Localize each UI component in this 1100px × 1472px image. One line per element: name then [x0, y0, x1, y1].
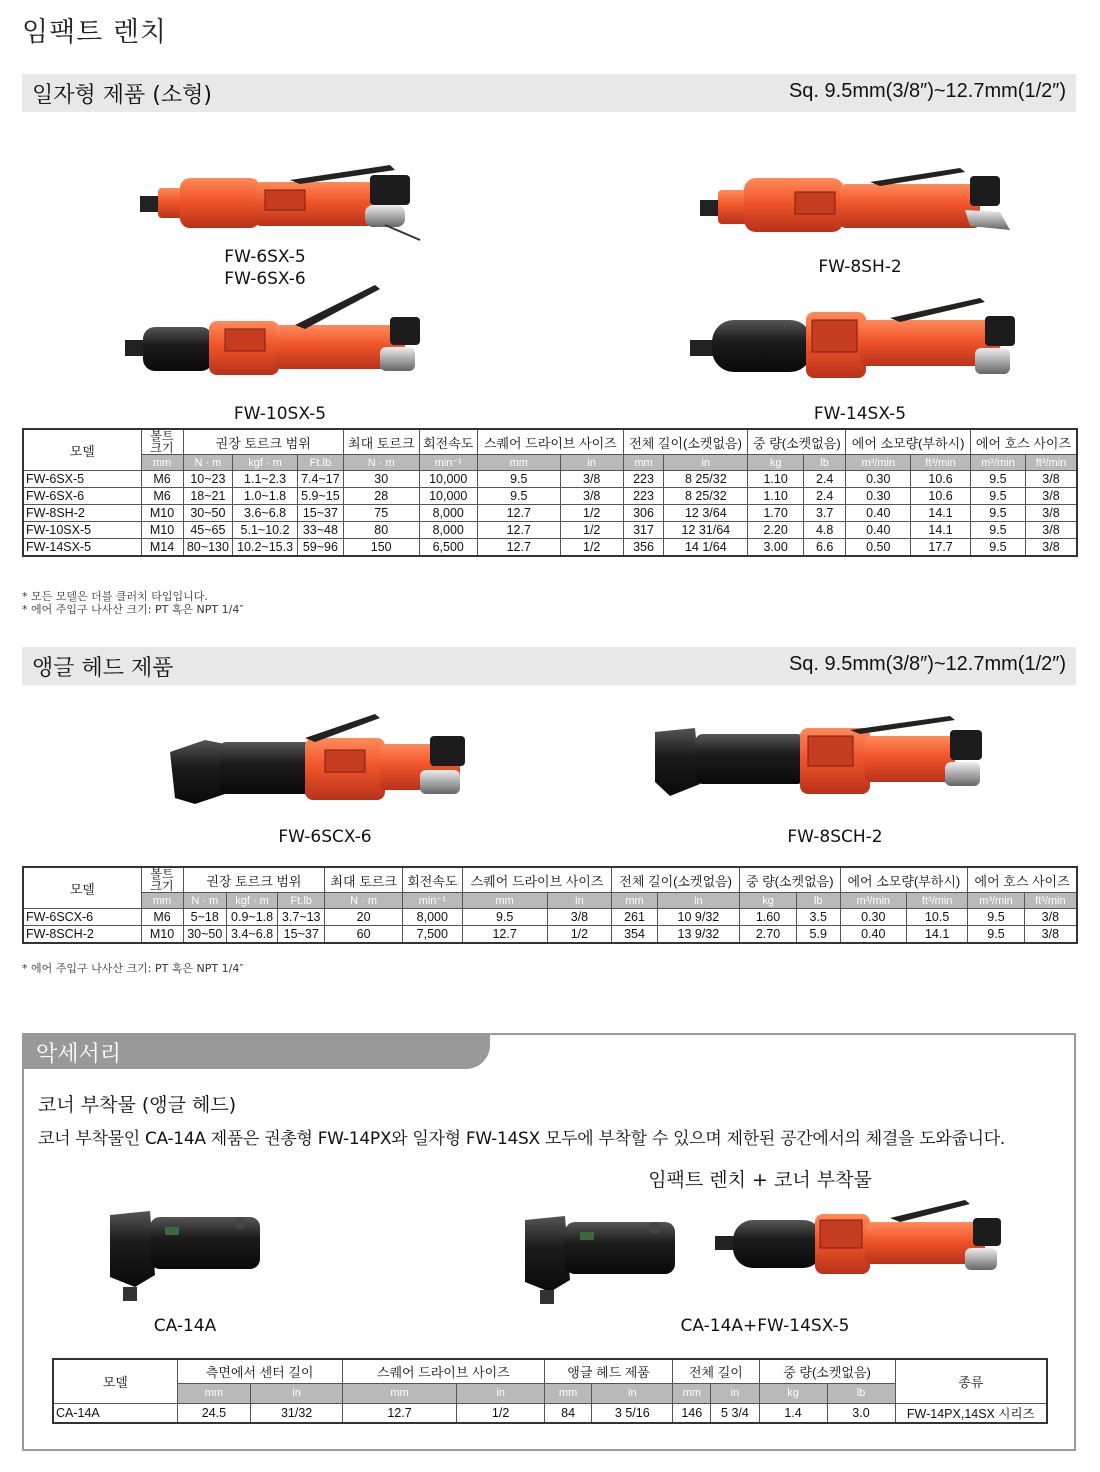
value-cell: 31/32 — [251, 1403, 342, 1423]
value-cell: 10.6 — [911, 471, 971, 488]
value-cell: 223 — [623, 471, 663, 488]
value-cell: 306 — [623, 505, 663, 522]
accessory-subtitle: 코너 부착물 (앵글 헤드) — [38, 1094, 237, 1116]
th-model: 모델 — [23, 429, 141, 471]
value-cell: 3.7 — [803, 505, 845, 522]
caption-fw-6sx-6: FW-6SX-6 — [224, 269, 306, 289]
section-spec: Sq. 9.5mm(3/8″)~12.7mm(1/2″) — [788, 653, 1066, 675]
th-air: 에어 소모량(부하시) — [840, 867, 968, 893]
th-weight: 중 량(소켓없음) — [740, 867, 840, 893]
section-bar-straight — [22, 74, 1076, 112]
value-cell: M6 — [141, 488, 183, 505]
value-cell: 3.7~13 — [278, 909, 325, 926]
spec-table-angle — [22, 866, 1078, 944]
note-list-1 — [22, 590, 243, 616]
value-cell: 4.8 — [803, 522, 845, 539]
th-angle: 앵글 헤드 제품 — [544, 1359, 672, 1384]
value-cell: 3/8 — [1024, 926, 1077, 943]
th-hose: 에어 호스 사이즈 — [970, 429, 1077, 455]
value-cell: 14.1 — [906, 926, 967, 943]
value-cell: M6 — [141, 909, 183, 926]
unit-cell: lb — [797, 893, 841, 909]
value-cell: 0.30 — [846, 471, 911, 488]
section-spec: Sq. 9.5mm(3/8″)~12.7mm(1/2″) — [788, 80, 1066, 102]
value-cell: 12 31/64 — [664, 522, 748, 539]
caption-ca-14a: CA-14A — [153, 1316, 217, 1336]
value-cell: 3/8 — [1025, 522, 1077, 539]
value-cell: 12 3/64 — [664, 505, 748, 522]
model-cell: FW-8SH-2 — [23, 505, 141, 522]
value-cell: 317 — [623, 522, 663, 539]
value-cell: 9.5 — [970, 488, 1025, 505]
unit-cell: kg — [740, 893, 797, 909]
value-cell: 146 — [673, 1403, 711, 1423]
unit-cell: m³/min — [840, 893, 906, 909]
combo-title: 임팩트 렌치 + 코너 부착물 — [648, 1169, 872, 1191]
page-title: 임팩트 렌치 — [22, 17, 167, 48]
th-speed: 회전속도 — [402, 867, 462, 893]
th-square: 스퀘어 드라이브 사이즈 — [477, 429, 623, 455]
model-cell: CA-14A — [53, 1403, 177, 1423]
th-length: 전체 길이(소켓없음) — [623, 429, 748, 455]
table-row — [53, 1403, 1047, 1423]
table-row — [23, 909, 1077, 926]
value-cell: 33~48 — [297, 522, 343, 539]
value-cell: 12.7 — [462, 926, 547, 943]
th-hose: 에어 호스 사이즈 — [968, 867, 1077, 893]
value-cell: 150 — [343, 539, 419, 556]
unit-cell: ft³/min — [911, 455, 971, 471]
note: * 에어 주입구 나사산 크기: PT 혹은 NPT 1/4″ — [22, 962, 244, 975]
value-cell: 10,000 — [419, 471, 477, 488]
value-cell: 20 — [325, 909, 402, 926]
value-cell: 15~37 — [278, 926, 325, 943]
caption-fw-6scx-6: FW-6SCX-6 — [278, 827, 372, 847]
value-cell: 8,000 — [419, 505, 477, 522]
value-cell: M10 — [141, 505, 183, 522]
unit-cell: ft³/min — [1024, 893, 1077, 909]
section-title: 앵글 헤드 제품 — [32, 656, 174, 681]
th-kind: 종류 — [895, 1359, 1047, 1403]
unit-cell: m³/min — [970, 455, 1025, 471]
unit-cell: kg — [759, 1384, 827, 1403]
value-cell: 0.40 — [846, 505, 911, 522]
section-title: 일자형 제품 (소형) — [32, 83, 212, 108]
value-cell: 6,500 — [419, 539, 477, 556]
unit-cell: in — [657, 893, 739, 909]
value-cell: 3/8 — [1025, 488, 1077, 505]
unit-cell: N · m — [183, 455, 233, 471]
unit-cell: in — [711, 1384, 759, 1403]
value-cell: 0.50 — [846, 539, 911, 556]
value-cell: 60 — [325, 926, 402, 943]
value-cell: 13 9/32 — [657, 926, 739, 943]
value-cell: 8,000 — [402, 909, 462, 926]
value-cell: FW-14PX,14SX 시리즈 — [895, 1403, 1047, 1423]
value-cell: 14.1 — [911, 505, 971, 522]
value-cell: 9.5 — [477, 471, 560, 488]
fw-10sx-tool-image — [125, 285, 430, 385]
combo-fw-14sx-image — [715, 1200, 1015, 1290]
value-cell: 1/2 — [560, 522, 623, 539]
value-cell: 28 — [343, 488, 419, 505]
value-cell: 75 — [343, 505, 419, 522]
value-cell: 1.1~2.3 — [233, 471, 298, 488]
value-cell: 1/2 — [457, 1403, 544, 1423]
unit-cell: ft³/min — [906, 893, 967, 909]
th-torque: 권장 토르크 범위 — [183, 429, 343, 455]
caption-fw-6sx-5: FW-6SX-5 — [224, 247, 306, 267]
unit-cell: min⁻¹ — [419, 455, 477, 471]
value-cell: 3/8 — [560, 488, 623, 505]
value-cell: 12.7 — [477, 505, 560, 522]
value-cell: 14 1/64 — [664, 539, 748, 556]
unit-cell: mm — [544, 1384, 591, 1403]
value-cell: 9.5 — [970, 522, 1025, 539]
unit-cell: Ft.lb — [278, 893, 325, 909]
accessory-tab-label: 악세서리 — [36, 1042, 122, 1067]
value-cell: 0.40 — [840, 926, 906, 943]
value-cell: 3/8 — [1025, 505, 1077, 522]
value-cell: 15~37 — [297, 505, 343, 522]
fw-6sx-tool-image — [140, 150, 430, 245]
value-cell: 261 — [612, 909, 658, 926]
unit-cell: mm — [141, 455, 183, 471]
table-row — [23, 471, 1077, 488]
unit-cell: kgf · m — [227, 893, 278, 909]
fw-14sx-tool-image — [690, 290, 1030, 390]
value-cell: 8 25/32 — [664, 471, 748, 488]
value-cell: 10.5 — [906, 909, 967, 926]
th-max-torque: 최대 토르크 — [343, 429, 419, 455]
value-cell: 3/8 — [1025, 539, 1077, 556]
value-cell: 24.5 — [177, 1403, 251, 1423]
value-cell: 3.0 — [827, 1403, 895, 1423]
unit-cell: mm — [342, 1384, 457, 1403]
value-cell: 2.20 — [748, 522, 804, 539]
unit-cell: mm — [673, 1384, 711, 1403]
value-cell: 0.30 — [840, 909, 906, 926]
model-cell: FW-14SX-5 — [23, 539, 141, 556]
value-cell: 80 — [343, 522, 419, 539]
value-cell: 84 — [544, 1403, 591, 1423]
value-cell: 1/2 — [560, 505, 623, 522]
value-cell: 3/8 — [1024, 909, 1077, 926]
th-length: 전체 길이(소켓없음) — [612, 867, 740, 893]
unit-cell: min⁻¹ — [402, 893, 462, 909]
value-cell: 7.4~17 — [297, 471, 343, 488]
value-cell: M6 — [141, 471, 183, 488]
value-cell: 3.00 — [748, 539, 804, 556]
unit-cell: mm — [612, 893, 658, 909]
note-list-2 — [22, 962, 243, 975]
value-cell: 9.5 — [477, 488, 560, 505]
unit-cell: in — [547, 893, 612, 909]
value-cell: 10.2~15.3 — [233, 539, 298, 556]
value-cell: 3.6~6.8 — [233, 505, 298, 522]
th-square: 스퀘어 드라이브 사이즈 — [342, 1359, 544, 1384]
value-cell: 0.9~1.8 — [227, 909, 278, 926]
unit-cell: N · m — [183, 893, 227, 909]
value-cell: 9.5 — [968, 909, 1024, 926]
value-cell: 1.10 — [748, 488, 804, 505]
unit-cell: mm — [462, 893, 547, 909]
spec-table-accessory — [52, 1358, 1048, 1424]
model-cell: FW-8SCH-2 — [23, 926, 141, 943]
value-cell: 5 3/4 — [711, 1403, 759, 1423]
value-cell: 10,000 — [419, 488, 477, 505]
unit-cell: lb — [827, 1384, 895, 1403]
value-cell: 1.60 — [740, 909, 797, 926]
fw-6scx-tool-image — [165, 712, 485, 812]
combo-ca-14a-image — [520, 1210, 680, 1310]
model-cell: FW-6SX-6 — [23, 488, 141, 505]
th-side: 측면에서 센터 길이 — [177, 1359, 342, 1384]
caption-fw-8sh-2: FW-8SH-2 — [818, 257, 902, 277]
value-cell: 12.7 — [477, 539, 560, 556]
unit-cell: mm — [141, 893, 183, 909]
value-cell: 9.5 — [970, 505, 1025, 522]
value-cell: 3/8 — [1025, 471, 1077, 488]
unit-cell: mm — [623, 455, 663, 471]
th-weight: 중 량(소켓없음) — [759, 1359, 895, 1384]
unit-cell: ft³/min — [1025, 455, 1077, 471]
value-cell: 8,000 — [419, 522, 477, 539]
value-cell: 0.40 — [846, 522, 911, 539]
table-row — [23, 488, 1077, 505]
fw-8sch-tool-image — [650, 712, 1000, 812]
th-bolt: 볼트 크기 — [141, 867, 183, 893]
value-cell: 9.5 — [968, 926, 1024, 943]
accessory-description: 코너 부착물인 CA-14A 제품은 권총형 FW-14PX와 일자형 FW-14SX 모두에 부착할 수 있으며 제한된 공간에서의 체결을 도와줍니다. — [38, 1129, 1005, 1149]
value-cell: 223 — [623, 488, 663, 505]
unit-cell: mm — [177, 1384, 251, 1403]
note: * 에어 주입구 나사산 크기: PT 혹은 NPT 1/4″ — [22, 603, 244, 616]
caption-fw-14sx-5: FW-14SX-5 — [813, 404, 907, 424]
value-cell: 17.7 — [911, 539, 971, 556]
th-torque: 권장 토르크 범위 — [183, 867, 325, 893]
value-cell: M14 — [141, 539, 183, 556]
accessory-tab — [22, 1033, 490, 1069]
th-model: 모델 — [53, 1359, 177, 1403]
value-cell: 80~130 — [183, 539, 233, 556]
unit-cell: Ft.lb — [297, 455, 343, 471]
value-cell: 30 — [343, 471, 419, 488]
value-cell: 1/2 — [560, 539, 623, 556]
caption-fw-10sx-5: FW-10SX-5 — [233, 404, 327, 424]
th-model: 모델 — [23, 867, 141, 909]
value-cell: 18~21 — [183, 488, 233, 505]
th-speed: 회전속도 — [419, 429, 477, 455]
fw-8sh-tool-image — [700, 150, 1020, 245]
unit-cell: in — [457, 1384, 544, 1403]
value-cell: 5~18 — [183, 909, 227, 926]
unit-cell: in — [560, 455, 623, 471]
value-cell: 14.1 — [911, 522, 971, 539]
value-cell: 45~65 — [183, 522, 233, 539]
value-cell: 2.70 — [740, 926, 797, 943]
value-cell: 6.6 — [803, 539, 845, 556]
th-weight: 중 량(소켓없음) — [748, 429, 846, 455]
table-row — [23, 522, 1077, 539]
unit-cell: lb — [803, 455, 845, 471]
spec-table-straight — [22, 428, 1078, 557]
value-cell: M10 — [141, 522, 183, 539]
th-air: 에어 소모량(부하시) — [846, 429, 971, 455]
value-cell: 5.9~15 — [297, 488, 343, 505]
value-cell: 3.4~6.8 — [227, 926, 278, 943]
value-cell: 5.1~10.2 — [233, 522, 298, 539]
value-cell: 3/8 — [547, 909, 612, 926]
value-cell: 10 9/32 — [657, 909, 739, 926]
value-cell: 3.5 — [797, 909, 841, 926]
table-row — [23, 926, 1077, 943]
unit-cell: mm — [477, 455, 560, 471]
value-cell: 1/2 — [547, 926, 612, 943]
model-cell: FW-10SX-5 — [23, 522, 141, 539]
caption-fw-6sx — [200, 246, 330, 290]
value-cell: 12.7 — [342, 1403, 457, 1423]
table-row — [23, 505, 1077, 522]
th-bolt: 볼트 크기 — [141, 429, 183, 455]
model-cell: FW-6SX-5 — [23, 471, 141, 488]
value-cell: 5.9 — [797, 926, 841, 943]
unit-cell: kg — [748, 455, 804, 471]
value-cell: 59~96 — [297, 539, 343, 556]
value-cell: 3 5/16 — [592, 1403, 673, 1423]
value-cell: 9.5 — [970, 471, 1025, 488]
value-cell: 30~50 — [183, 505, 233, 522]
caption-fw-8sch-2: FW-8SCH-2 — [787, 827, 883, 847]
unit-cell: in — [592, 1384, 673, 1403]
th-square: 스퀘어 드라이브 사이즈 — [462, 867, 612, 893]
value-cell: 1.10 — [748, 471, 804, 488]
value-cell: 10~23 — [183, 471, 233, 488]
value-cell: 3/8 — [560, 471, 623, 488]
value-cell: 1.0~1.8 — [233, 488, 298, 505]
value-cell: 12.7 — [477, 522, 560, 539]
value-cell: 0.30 — [846, 488, 911, 505]
th-max-torque: 최대 토르크 — [325, 867, 402, 893]
value-cell: 8 25/32 — [664, 488, 748, 505]
th-length: 전체 길이 — [673, 1359, 759, 1384]
unit-cell: kgf · m — [233, 455, 298, 471]
unit-cell: m³/min — [846, 455, 911, 471]
ca-14a-image — [105, 1205, 265, 1305]
value-cell: 30~50 — [183, 926, 227, 943]
unit-cell: N · m — [343, 455, 419, 471]
unit-cell: m³/min — [968, 893, 1024, 909]
value-cell: 2.4 — [803, 488, 845, 505]
value-cell: 356 — [623, 539, 663, 556]
value-cell: 1.4 — [759, 1403, 827, 1423]
value-cell: 9.5 — [970, 539, 1025, 556]
table-row — [23, 539, 1077, 556]
unit-cell: in — [251, 1384, 342, 1403]
note: * 모든 모델은 더블 클러치 타입입니다. — [22, 590, 208, 603]
section-bar-angle — [22, 647, 1076, 685]
value-cell: 10.6 — [911, 488, 971, 505]
value-cell: 1.70 — [748, 505, 804, 522]
model-cell: FW-6SCX-6 — [23, 909, 141, 926]
value-cell: M10 — [141, 926, 183, 943]
caption-combo: CA-14A+FW-14SX-5 — [680, 1316, 850, 1336]
value-cell: 9.5 — [462, 909, 547, 926]
value-cell: 354 — [612, 926, 658, 943]
unit-cell: N · m — [325, 893, 402, 909]
value-cell: 7,500 — [402, 926, 462, 943]
unit-cell: in — [664, 455, 748, 471]
value-cell: 2.4 — [803, 471, 845, 488]
